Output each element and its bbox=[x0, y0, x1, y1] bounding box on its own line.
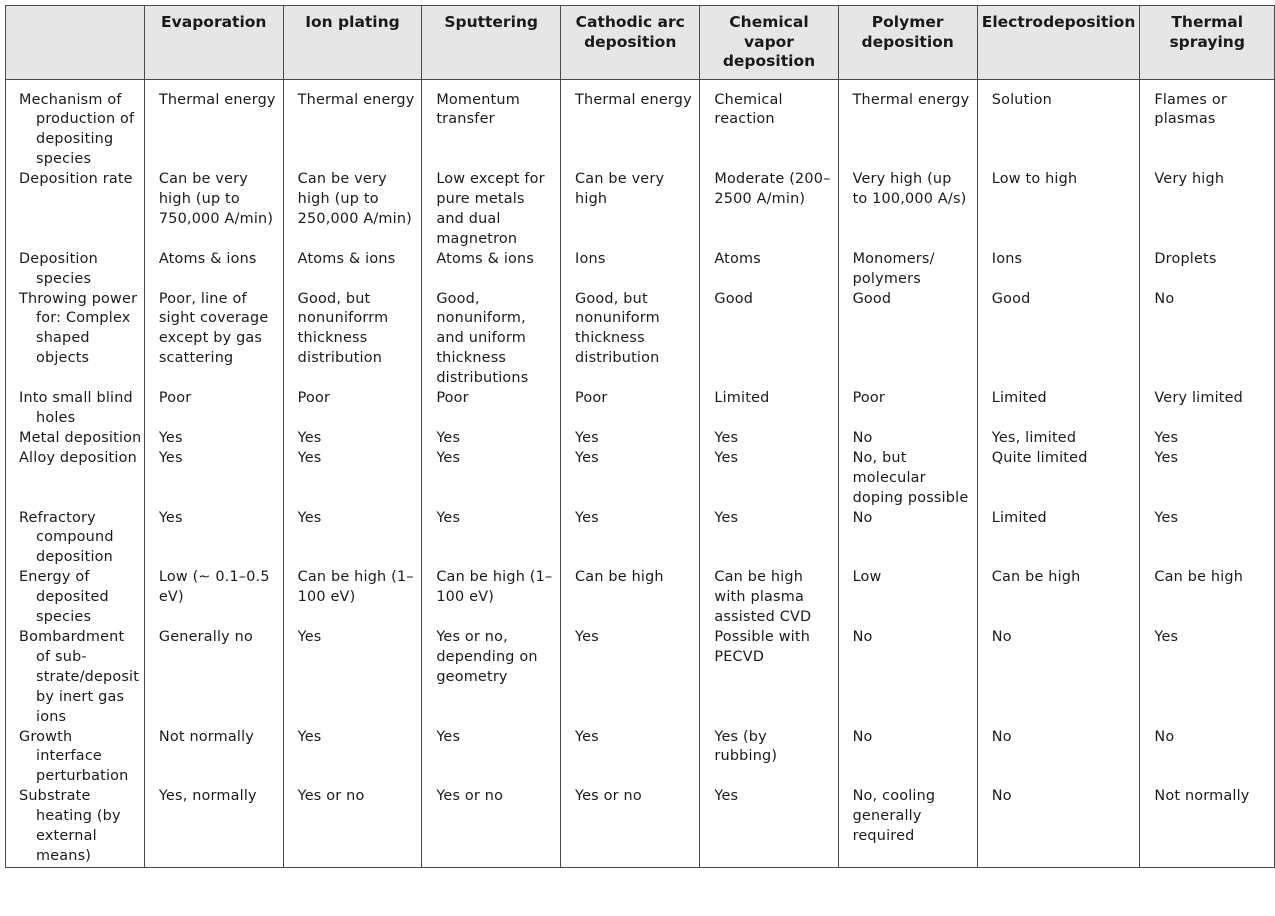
table-cell: Yes bbox=[561, 449, 700, 509]
column-header: Sputtering bbox=[422, 6, 561, 80]
table-cell: No, cooling generally required bbox=[838, 787, 977, 867]
table-cell: Can be high bbox=[1140, 568, 1275, 628]
table-cell: Flames or plasmas bbox=[1140, 79, 1275, 170]
table-cell: Yes bbox=[1140, 509, 1275, 569]
header-cell-blank bbox=[6, 6, 145, 80]
row-header bbox=[6, 628, 145, 728]
table-cell: Yes (by rubbing) bbox=[700, 728, 838, 788]
table-cell: No bbox=[1140, 290, 1275, 390]
table-cell: Yes or no bbox=[422, 787, 561, 867]
table-cell: Thermal energy bbox=[838, 79, 977, 170]
table-cell: Can be high bbox=[977, 568, 1140, 628]
row-header bbox=[6, 429, 145, 449]
table-cell: Yes bbox=[561, 628, 700, 728]
table-cell: Can be high (1–100 eV) bbox=[283, 568, 422, 628]
row-header-label: Deposition rate bbox=[19, 171, 133, 188]
table-cell: Thermal energy bbox=[144, 79, 283, 170]
table-cell: Yes bbox=[283, 509, 422, 569]
row-header bbox=[6, 787, 145, 867]
table-cell: Low (∼ 0.1–0.5 eV) bbox=[144, 568, 283, 628]
table-cell: Yes bbox=[283, 429, 422, 449]
row-header bbox=[6, 509, 145, 569]
table-cell: Atoms & ions bbox=[422, 250, 561, 290]
row-header-label: Metal deposition bbox=[19, 429, 142, 446]
table-cell: Yes bbox=[422, 429, 561, 449]
row-header-label: Throwing power for: Complex shaped objects bbox=[19, 290, 138, 367]
row-header-label: Substrate heating (by external means) bbox=[19, 788, 121, 864]
table-cell: Droplets bbox=[1140, 250, 1275, 290]
table-cell: Yes, limited bbox=[977, 429, 1140, 449]
table-cell: Not normally bbox=[144, 728, 283, 788]
table-cell: Thermal energy bbox=[283, 79, 422, 170]
table-cell: Limited bbox=[977, 509, 1140, 569]
table-cell: Very high (up to 100,000 A/s) bbox=[838, 170, 977, 250]
table-cell: Yes bbox=[144, 429, 283, 449]
table-cell: Good, but nonuniform thickness distribution bbox=[561, 290, 700, 390]
table-row bbox=[6, 389, 1275, 429]
table-row bbox=[6, 628, 1275, 728]
table-row bbox=[6, 290, 1275, 390]
table-row bbox=[6, 568, 1275, 628]
table-cell: Yes bbox=[144, 449, 283, 509]
table-row bbox=[6, 449, 1275, 509]
table-body bbox=[6, 79, 1275, 867]
table-cell: Can be very high (up to 750,000 A/min) bbox=[144, 170, 283, 250]
header-row bbox=[6, 6, 1275, 80]
row-header bbox=[6, 389, 145, 429]
table-cell: No bbox=[977, 628, 1140, 728]
table-cell: Solution bbox=[977, 79, 1140, 170]
table-row bbox=[6, 170, 1275, 250]
row-header-label: Into small blind holes bbox=[19, 390, 133, 426]
table-cell: Yes or no bbox=[561, 787, 700, 867]
table-row bbox=[6, 509, 1275, 569]
table-cell: No bbox=[838, 509, 977, 569]
table-cell: Low except for pure metals and dual magnetron bbox=[422, 170, 561, 250]
table-cell: Yes bbox=[144, 509, 283, 569]
table-cell: Yes bbox=[422, 449, 561, 509]
row-header-label: Deposition species bbox=[19, 250, 98, 287]
row-header-label: Mechanism of production of depositing species bbox=[19, 91, 135, 168]
column-header: Electrodeposition bbox=[977, 6, 1140, 80]
row-header bbox=[6, 449, 145, 509]
column-header: Cathodic arc deposition bbox=[561, 6, 700, 80]
table-cell: Yes bbox=[561, 429, 700, 449]
table-cell: Yes bbox=[1140, 449, 1275, 509]
table-cell: Ions bbox=[561, 250, 700, 290]
table-cell: No bbox=[1140, 728, 1275, 788]
table-cell: Good bbox=[838, 290, 977, 390]
row-header-label: Refractory compound deposition bbox=[19, 509, 114, 566]
table-cell: Yes or no, depending on geometry bbox=[422, 628, 561, 728]
table-cell: Limited bbox=[700, 389, 838, 429]
table-row bbox=[6, 787, 1275, 867]
table-cell: Very limited bbox=[1140, 389, 1275, 429]
table-cell: No bbox=[838, 429, 977, 449]
table-cell: Yes bbox=[1140, 628, 1275, 728]
table-cell: Yes bbox=[561, 509, 700, 569]
table-cell: Can be very high bbox=[561, 170, 700, 250]
column-header: Ion plating bbox=[283, 6, 422, 80]
table-cell: No bbox=[838, 628, 977, 728]
column-header: Evaporation bbox=[144, 6, 283, 80]
table-cell: Yes bbox=[700, 787, 838, 867]
table-cell: No, but molecular doping possible bbox=[838, 449, 977, 509]
row-header bbox=[6, 170, 145, 250]
table-row bbox=[6, 250, 1275, 290]
table-row bbox=[6, 79, 1275, 170]
table-row bbox=[6, 728, 1275, 788]
table-cell: Poor bbox=[144, 389, 283, 429]
table-cell: Low to high bbox=[977, 170, 1140, 250]
table-cell: No bbox=[838, 728, 977, 788]
table-cell: Yes bbox=[422, 728, 561, 788]
table-cell: Can be high (1–100 eV) bbox=[422, 568, 561, 628]
table-cell: Thermal energy bbox=[561, 79, 700, 170]
table-cell: No bbox=[977, 728, 1140, 788]
table-cell: Quite limited bbox=[977, 449, 1140, 509]
table-cell: Low bbox=[838, 568, 977, 628]
table-cell: Yes bbox=[283, 628, 422, 728]
table-cell: Momentum transfer bbox=[422, 79, 561, 170]
table-cell: Ions bbox=[977, 250, 1140, 290]
row-header bbox=[6, 290, 145, 390]
column-header: Polymer deposition bbox=[838, 6, 977, 80]
table-cell: Good bbox=[700, 290, 838, 390]
row-header bbox=[6, 728, 145, 788]
table-cell: Very high bbox=[1140, 170, 1275, 250]
table-cell: Yes bbox=[283, 449, 422, 509]
table-cell: Yes bbox=[283, 728, 422, 788]
table-cell: Atoms & ions bbox=[144, 250, 283, 290]
table-cell: Moderate (200–2500 A/min) bbox=[700, 170, 838, 250]
row-header bbox=[6, 79, 145, 170]
table-cell: Good, but nonuniforrm thickness distribution bbox=[283, 290, 422, 390]
table-cell: Yes, normally bbox=[144, 787, 283, 867]
table-cell: Poor bbox=[561, 389, 700, 429]
table-cell: Limited bbox=[977, 389, 1140, 429]
table-cell: Yes bbox=[422, 509, 561, 569]
table-cell: Yes bbox=[1140, 429, 1275, 449]
row-header-label: Alloy deposition bbox=[19, 449, 137, 466]
row-header-label: Growth interface perturbation bbox=[19, 728, 129, 785]
table-cell: Yes or no bbox=[283, 787, 422, 867]
table-cell: Poor bbox=[422, 389, 561, 429]
table-cell: No bbox=[977, 787, 1140, 867]
table-cell: Atoms bbox=[700, 250, 838, 290]
table-cell: Can be high with plasma assisted CVD bbox=[700, 568, 838, 628]
table-cell: Monomers/ polymers bbox=[838, 250, 977, 290]
table-cell: Yes bbox=[700, 449, 838, 509]
table-row bbox=[6, 429, 1275, 449]
comparison-table bbox=[5, 5, 1275, 868]
table-cell: Poor bbox=[838, 389, 977, 429]
table-cell: Possible with PECVD bbox=[700, 628, 838, 728]
table-cell: Yes bbox=[700, 429, 838, 449]
row-header bbox=[6, 250, 145, 290]
table-cell: Good, nonuniform, and uniform thickness distributions bbox=[422, 290, 561, 390]
table-cell: Can be very high (up to 250,000 A/min) bbox=[283, 170, 422, 250]
table-cell: Yes bbox=[700, 509, 838, 569]
column-header: Chemical vapor deposition bbox=[700, 6, 838, 80]
table-cell: Atoms & ions bbox=[283, 250, 422, 290]
table-cell: Not normally bbox=[1140, 787, 1275, 867]
row-header-label: Energy of deposited species bbox=[19, 569, 109, 626]
column-header: Thermal spraying bbox=[1140, 6, 1275, 80]
table-header bbox=[6, 6, 1275, 80]
table-cell: Chemical reaction bbox=[700, 79, 838, 170]
table-cell: Poor bbox=[283, 389, 422, 429]
row-header bbox=[6, 568, 145, 628]
table-cell: Can be high bbox=[561, 568, 700, 628]
table-cell: Yes bbox=[561, 728, 700, 788]
table-cell: Good bbox=[977, 290, 1140, 390]
row-header-label: Bombardment of sub- strate/deposit by inert gas ions bbox=[19, 628, 140, 725]
table-cell: Generally no bbox=[144, 628, 283, 728]
table-cell: Poor, line of sight coverage except by gas scattering bbox=[144, 290, 283, 390]
